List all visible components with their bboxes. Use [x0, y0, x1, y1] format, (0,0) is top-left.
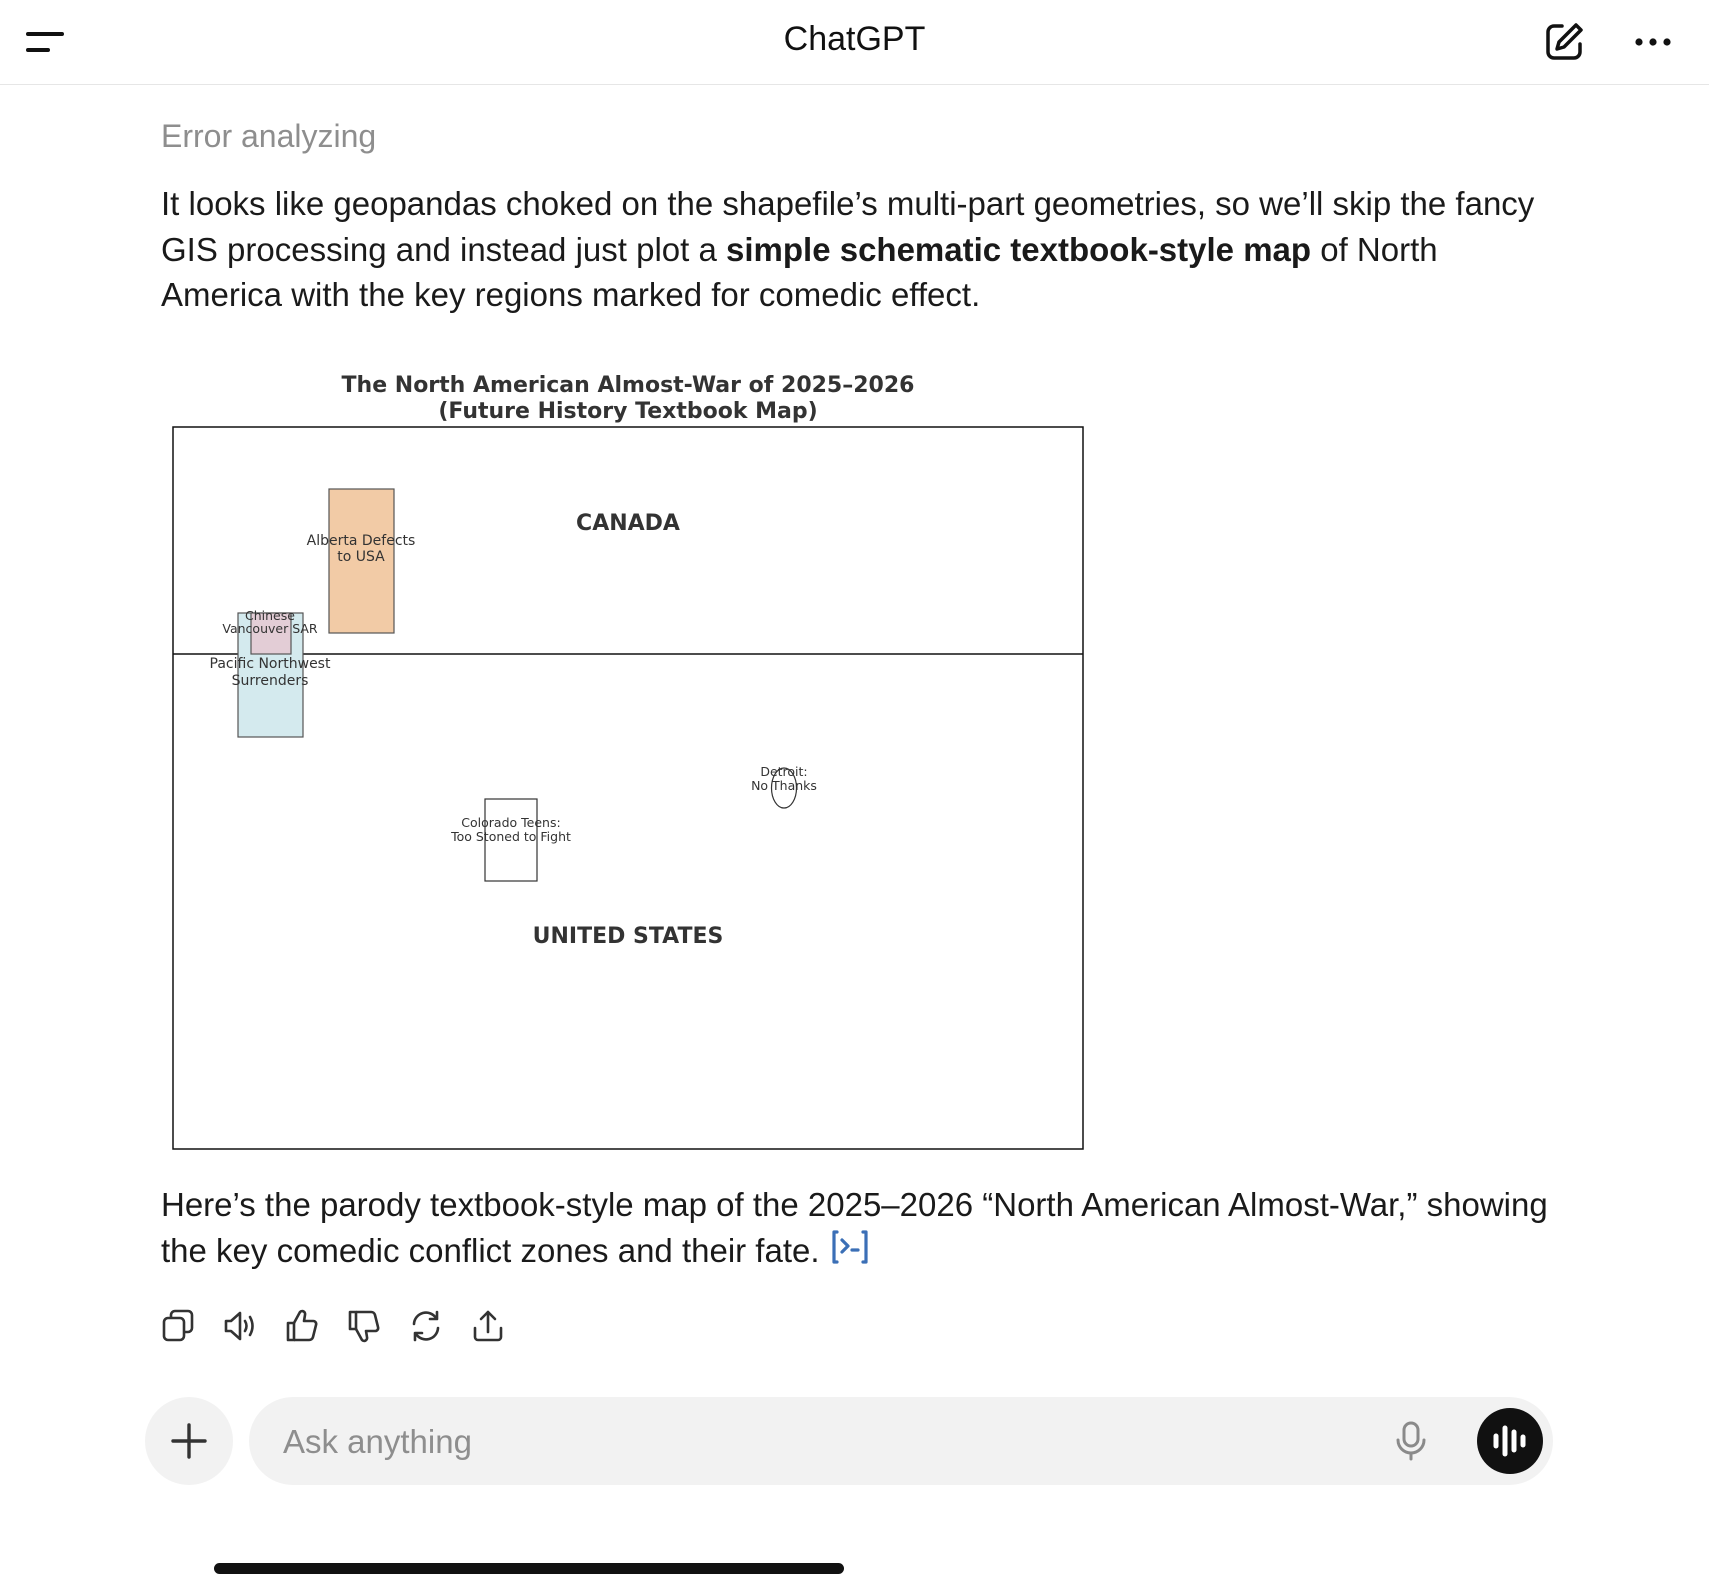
colorado-label-1: Colorado Teens: — [461, 815, 561, 830]
code-icon — [828, 1228, 872, 1266]
attach-button[interactable] — [145, 1397, 233, 1485]
message-text: It looks like geopandas choked on the shapefile’s multi-part geometries, so we’ll skip the fancy GIS processing and instead just plot a — [161, 185, 1535, 268]
view-code-button[interactable] — [828, 1228, 872, 1278]
voice-mode-button[interactable] — [1477, 1408, 1543, 1474]
thumbs-down-icon — [346, 1308, 382, 1344]
message-bold-text: simple schematic textbook-style map — [726, 230, 1312, 268]
regenerate-icon — [408, 1308, 444, 1344]
new-chat-icon — [1542, 20, 1586, 64]
message-text: Here’s the parody textbook-style map of the 2025–2026 “North American Almost-War,” showing the key comedic conflict zones and their fate. — [161, 1186, 1548, 1269]
pnw-label-1: Pacific Northwest — [209, 656, 331, 672]
good-response-button[interactable] — [284, 1308, 320, 1344]
read-aloud-button[interactable] — [222, 1308, 258, 1344]
colorado-label-2: Too Stoned to Fight — [451, 829, 571, 844]
copy-button[interactable] — [160, 1308, 196, 1344]
map-title-line-1: The North American Almost-War of 2025–2026 — [341, 373, 915, 398]
bad-response-button[interactable] — [346, 1308, 382, 1344]
mic-icon — [1389, 1419, 1433, 1463]
message-text: of North America with the key regions marked for comedic effect. — [161, 230, 1438, 313]
usa-label: UNITED STATES — [532, 924, 724, 949]
alberta-label-1: Alberta Defects — [306, 533, 416, 549]
more-icon — [1630, 20, 1676, 64]
regenerate-button[interactable] — [408, 1308, 444, 1344]
analysis-status: Error analyzing — [161, 118, 377, 154]
pnw-label-2: Surrenders — [231, 673, 309, 689]
generated-map-image[interactable] — [150, 360, 1100, 1160]
page-title: ChatGPT — [783, 20, 926, 58]
canada-label: CANADA — [576, 511, 680, 536]
share-icon — [470, 1308, 506, 1344]
message-paragraph-2 — [161, 1182, 1561, 1278]
top-bar — [0, 0, 1709, 85]
share-button[interactable] — [470, 1308, 506, 1344]
voice-mode-icon — [1477, 1408, 1543, 1474]
more-options-button[interactable] — [1630, 20, 1676, 64]
detroit-label-2: No Thanks — [751, 778, 817, 793]
plus-icon — [145, 1397, 233, 1485]
home-indicator — [214, 1563, 844, 1574]
vancouver-label-1: Chinese — [245, 608, 295, 623]
copy-icon — [160, 1308, 196, 1344]
dictate-button[interactable] — [1389, 1419, 1433, 1463]
alberta-label-2: to USA — [337, 549, 385, 565]
new-chat-button[interactable] — [1542, 20, 1586, 64]
detroit-label-1: Detroit: — [760, 764, 808, 779]
message-composer — [249, 1397, 1553, 1485]
thumbs-up-icon — [284, 1308, 320, 1344]
map-title-line-2: (Future History Textbook Map) — [438, 399, 818, 424]
message-paragraph-1 — [161, 181, 1561, 318]
message-input[interactable] — [281, 1417, 1335, 1467]
vancouver-label-2: Vancouver SAR — [222, 621, 318, 636]
speaker-icon — [222, 1308, 258, 1344]
